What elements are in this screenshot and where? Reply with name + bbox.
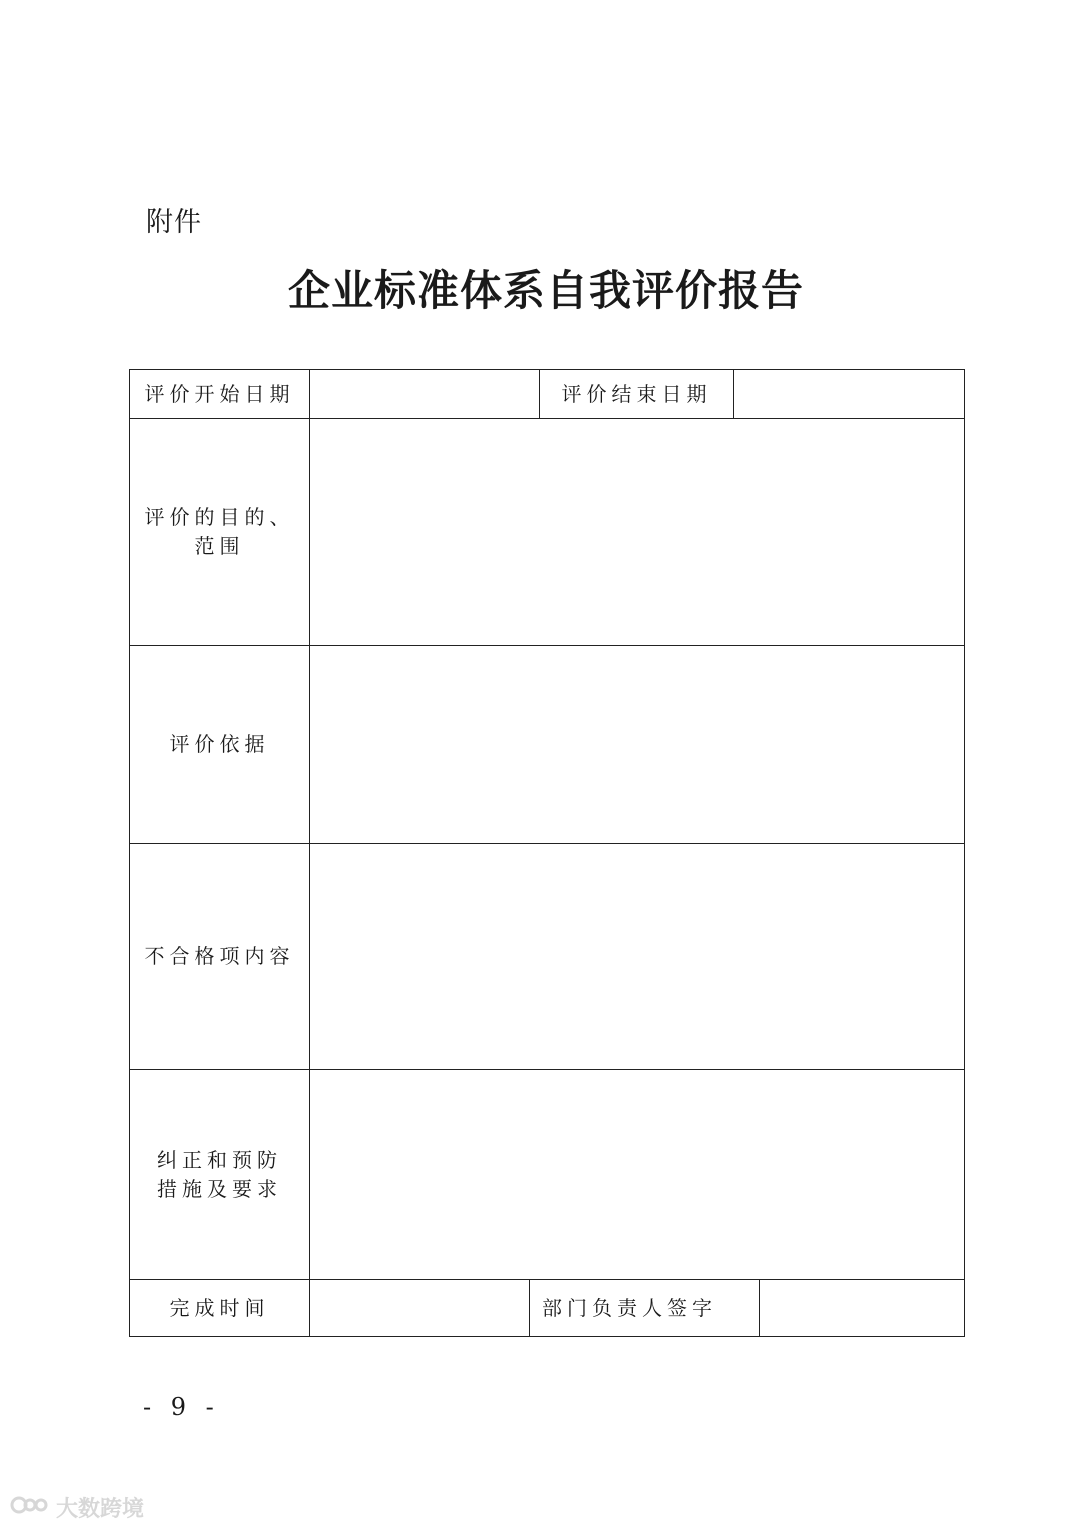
start-date-label: 评价开始日期 (130, 370, 310, 419)
completion-time-label: 完成时间 (130, 1280, 310, 1337)
watermark-text: 大数跨境 (56, 1497, 145, 1522)
logo-icon (10, 1494, 50, 1522)
basis-field[interactable] (310, 646, 965, 844)
purpose-scope-label-line1: 评价的目的、 (144, 505, 295, 529)
corrective-measures-field[interactable] (310, 1070, 965, 1280)
end-date-field[interactable] (734, 370, 965, 419)
corrective-measures-label (130, 1070, 310, 1280)
watermark (10, 1492, 144, 1523)
page-title: 企业标准体系自我评价报告 (287, 266, 804, 315)
corrective-label-line2: 措施及要求 (157, 1176, 282, 1201)
end-date-label: 评价结束日期 (540, 370, 734, 419)
page-number: - 9 - (143, 1393, 220, 1421)
nonconformity-label: 不合格项内容 (130, 844, 310, 1070)
start-date-field[interactable] (310, 370, 540, 419)
purpose-scope-label-line2: 范围 (194, 534, 245, 558)
evaluation-report-table (129, 369, 965, 1337)
purpose-scope-label (130, 419, 310, 646)
basis-label: 评价依据 (130, 646, 310, 844)
completion-time-field[interactable] (310, 1280, 530, 1337)
corrective-label-line1: 纠正和预防 (157, 1147, 282, 1172)
attachment-label: 附件 (146, 207, 202, 238)
signature-field[interactable] (760, 1280, 965, 1337)
nonconformity-field[interactable] (310, 844, 965, 1070)
purpose-scope-field[interactable] (310, 419, 965, 646)
signature-label: 部门负责人签字 (530, 1280, 760, 1337)
